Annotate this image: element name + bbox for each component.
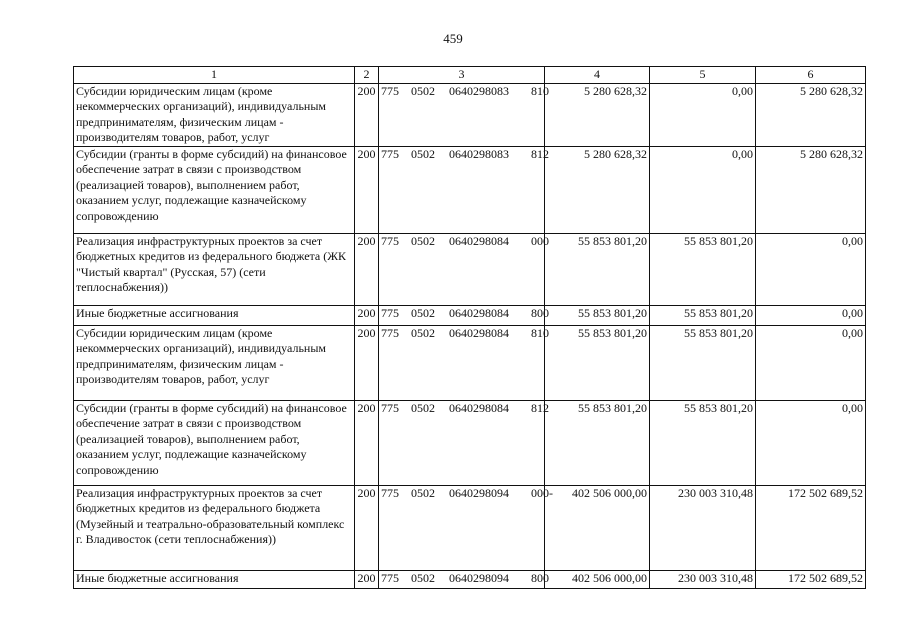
table-row xyxy=(74,233,866,305)
row-name: Субсидии (гранты в форме субсидий) на финансовое обеспечение затрат в связи с производством (реализацией товаров), выполнением работ, оказанием услуг, подлежащие казначейскому сопровождению xyxy=(74,146,355,233)
code-part: 775 xyxy=(381,83,399,98)
row-amount-5: 230 003 310,48 xyxy=(650,570,756,588)
table-row xyxy=(74,325,866,400)
code-part: 000 xyxy=(531,233,549,248)
code-part: 0640298083 xyxy=(449,146,509,161)
row-amount-5: 0,00 xyxy=(650,146,756,233)
code-part: 775 xyxy=(381,570,399,585)
code-part: 775 xyxy=(381,325,399,340)
row-amount-total: 55 853 801,20 xyxy=(545,233,650,305)
row-budget-code xyxy=(379,325,549,400)
row-amount-total: 5 280 628,32 xyxy=(545,83,650,146)
code-dash: - xyxy=(549,485,553,500)
code-part: 0502 xyxy=(411,325,435,340)
row-name: Иные бюджетные ассигнования xyxy=(74,570,355,588)
row-budget-code xyxy=(379,400,549,485)
row-amount-total: 55 853 801,20 xyxy=(545,305,650,325)
row-amount-6: 0,00 xyxy=(756,233,866,305)
code-part: 0640298084 xyxy=(449,400,509,415)
header-row xyxy=(74,67,866,84)
row-amount-5: 55 853 801,20 xyxy=(650,233,756,305)
column-header-2: 2 xyxy=(355,67,379,84)
row-name: Реализация инфраструктурных проектов за счет бюджетных кредитов из федерального бюджета (ЖК "Чистый квартал" (Русская, 57) (сети теплоснабжения)) xyxy=(74,233,355,305)
row-code-admin: 200 xyxy=(355,233,379,305)
page-number: 459 xyxy=(443,31,463,46)
row-name: Субсидии юридическим лицам (кроме некоммерческих организаций), индивидуальным предпринимателям, физическим лицам - производителям товаров, работ, услуг xyxy=(74,83,355,146)
row-amount-6: 172 502 689,52 xyxy=(756,570,866,588)
table-row xyxy=(74,400,866,485)
code-part: 775 xyxy=(381,146,399,161)
row-code-admin: 200 xyxy=(355,305,379,325)
code-part: 810 xyxy=(531,325,549,340)
table-row xyxy=(74,570,866,588)
table-row xyxy=(74,485,866,570)
row-code-admin: 200 xyxy=(355,83,379,146)
code-part: 812 xyxy=(531,146,549,161)
row-amount-6: 0,00 xyxy=(756,305,866,325)
row-amount-6: 172 502 689,52 xyxy=(756,485,866,570)
row-amount-5: 230 003 310,48 xyxy=(650,485,756,570)
code-part: 0640298094 xyxy=(449,570,509,585)
code-part: 800 xyxy=(531,305,549,320)
budget-table xyxy=(73,66,866,589)
code-part: 800 xyxy=(531,570,549,585)
code-part: 0640298084 xyxy=(449,325,509,340)
code-part: 000 xyxy=(531,485,549,500)
row-code-admin: 200 xyxy=(355,400,379,485)
row-amount-5: 0,00 xyxy=(650,83,756,146)
code-part: 775 xyxy=(381,233,399,248)
row-amount-total: 55 853 801,20 xyxy=(545,325,650,400)
row-code-admin: 200 xyxy=(355,325,379,400)
row-budget-code xyxy=(379,570,549,588)
row-budget-code xyxy=(379,305,549,325)
row-budget-code xyxy=(379,146,549,233)
code-part: 775 xyxy=(381,485,399,500)
table-row xyxy=(74,146,866,233)
row-name: Иные бюджетные ассигнования xyxy=(74,305,355,325)
row-amount-6: 5 280 628,32 xyxy=(756,146,866,233)
code-part: 775 xyxy=(381,305,399,320)
code-part: 0640298083 xyxy=(449,83,509,98)
row-budget-code xyxy=(379,485,553,570)
code-part: 810 xyxy=(531,83,549,98)
code-part: 0502 xyxy=(411,400,435,415)
code-part: 812 xyxy=(531,400,549,415)
row-amount-6: 0,00 xyxy=(756,400,866,485)
code-part: 0640298094 xyxy=(449,485,509,500)
row-code-admin: 200 xyxy=(355,485,379,570)
row-amount-5: 55 853 801,20 xyxy=(650,325,756,400)
row-name: Реализация инфраструктурных проектов за счет бюджетных кредитов из федерального бюджета (Музейный и театрально-образовательный комплекс г. Владивосток (сети теплоснабжения)) xyxy=(74,485,355,570)
code-part: 0502 xyxy=(411,83,435,98)
column-header-5: 5 xyxy=(650,67,756,84)
code-part: 775 xyxy=(381,400,399,415)
row-budget-code xyxy=(379,233,549,305)
row-code-admin: 200 xyxy=(355,570,379,588)
row-amount-5: 55 853 801,20 xyxy=(650,305,756,325)
column-header-6: 6 xyxy=(756,67,866,84)
row-amount-total: 55 853 801,20 xyxy=(545,400,650,485)
row-amount-total: 402 506 000,00 xyxy=(545,485,650,570)
column-header-3: 3 xyxy=(379,67,545,84)
row-budget-code xyxy=(379,83,549,146)
row-amount-6: 0,00 xyxy=(756,325,866,400)
code-part: 0640298084 xyxy=(449,233,509,248)
code-part: 0502 xyxy=(411,485,435,500)
row-amount-total: 402 506 000,00 xyxy=(545,570,650,588)
row-code-admin: 200 xyxy=(355,146,379,233)
code-part: 0502 xyxy=(411,305,435,320)
row-amount-6: 5 280 628,32 xyxy=(756,83,866,146)
row-name: Субсидии (гранты в форме субсидий) на финансовое обеспечение затрат в связи с производством (реализацией товаров), выполнением работ, оказанием услуг, подлежащие казначейскому сопровождению xyxy=(74,400,355,485)
code-part: 0502 xyxy=(411,570,435,585)
code-part: 0640298084 xyxy=(449,305,509,320)
row-name: Субсидии юридическим лицам (кроме некоммерческих организаций), индивидуальным предпринимателям, физическим лицам - производителям товаров, работ, услуг xyxy=(74,325,355,400)
row-amount-total: 5 280 628,32 xyxy=(545,146,650,233)
column-header-1: 1 xyxy=(74,67,355,84)
column-header-4: 4 xyxy=(545,67,650,84)
code-part: 0502 xyxy=(411,233,435,248)
table-row xyxy=(74,305,866,325)
row-amount-5: 55 853 801,20 xyxy=(650,400,756,485)
table-row xyxy=(74,83,866,146)
code-part: 0502 xyxy=(411,146,435,161)
